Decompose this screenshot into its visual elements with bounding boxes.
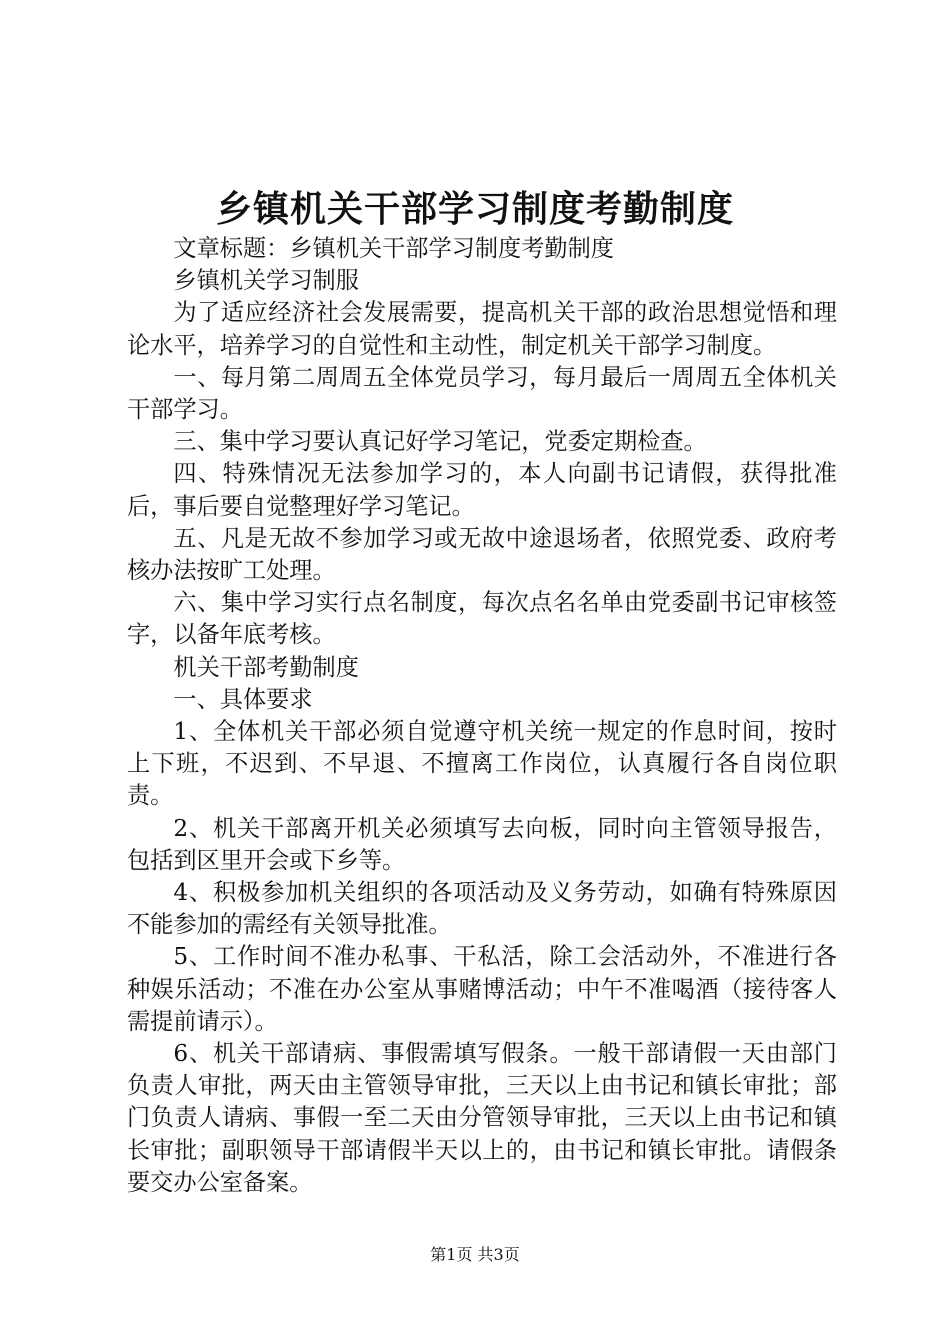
- paragraph: 6、机关干部请病、事假需填写假条。一般干部请假一天由部门负责人审批，两天由主管领导审批，三天以上由书记和镇长审批；部门负责人请病、事假一至二天由分管领导审批，三天以上由书记和镇长审批；副职领导干部请假半天以上的，由书记和镇长审批。请假条要交办公室备案。: [127, 1040, 837, 1196]
- paragraph: 四、特殊情况无法参加学习的，本人向副书记请假，获得批准后，事后要自觉整理好学习笔记。: [127, 460, 837, 520]
- paragraph: 六、集中学习实行点名制度，每次点名名单由党委副书记审核签字，以备年底考核。: [127, 589, 837, 649]
- paragraph: 为了适应经济社会发展需要，提高机关干部的政治思想觉悟和理论水平，培养学习的自觉性和主动性，制定机关干部学习制度。: [127, 299, 837, 359]
- paragraph: 5、工作时间不准办私事、干私活，除工会活动外，不准进行各种娱乐活动；不准在办公室从事赌博活动；中午不准喝酒（接待客人需提前请示）。: [127, 943, 837, 1035]
- document-body: [127, 233, 837, 1199]
- section-heading-study-system: 乡镇机关学习制服: [173, 267, 359, 295]
- section-heading-attendance: 机关干部考勤制度: [173, 653, 359, 681]
- paragraph: 1、全体机关干部必须自觉遵守机关统一规定的作息时间，按时上下班，不迟到、不早退、不擅离工作岗位，认真履行各自岗位职责。: [127, 718, 837, 810]
- paragraph: 五、凡是无故不参加学习或无故中途退场者，依照党委、政府考核办法按旷工处理。: [127, 524, 837, 585]
- paragraph: 4、积极参加机关组织的各项活动及义务劳动，如确有特殊原因不能参加的需经有关领导批准。: [127, 879, 837, 939]
- subsection-heading: 一、具体要求: [173, 685, 313, 713]
- paragraph: 2、机关干部离开机关必须填写去向板，同时向主管领导报告，包括到区里开会或下乡等。: [127, 814, 837, 874]
- paragraph: 三、集中学习要认真记好学习笔记，党委定期检查。: [173, 428, 707, 456]
- article-title-line: 文章标题：乡镇机关干部学习制度考勤制度: [173, 235, 614, 262]
- paragraph: 一、每月第二周周五全体党员学习，每月最后一周周五全体机关干部学习。: [127, 363, 837, 424]
- page-footer: 第1页 共3页: [430, 1245, 520, 1264]
- document-title: 乡镇机关干部学习制度考勤制度: [215, 188, 734, 230]
